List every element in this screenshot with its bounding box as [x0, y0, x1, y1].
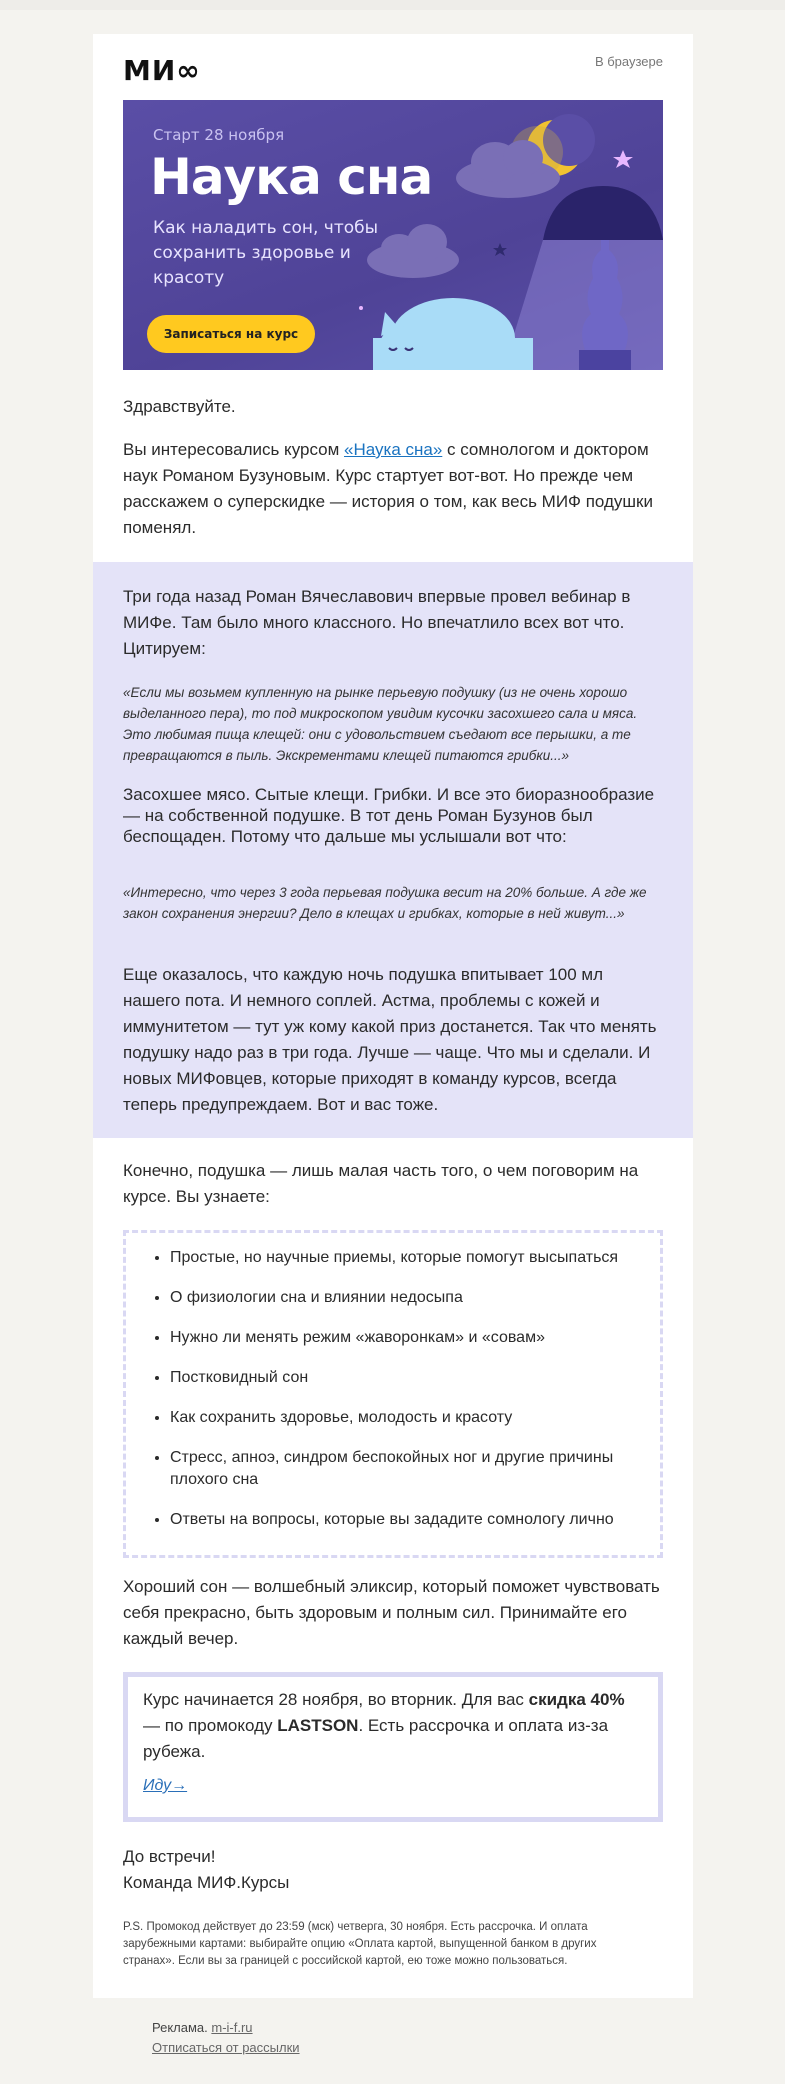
promo-text-2: — по промокоду [143, 1716, 278, 1735]
elixir-paragraph: Хороший сон — волшебный эликсир, который поможет чувствовать себя прекрасно, быть здоровым и полным сил. Принимайте его каждый вечер. [123, 1577, 660, 1648]
list-item: • О физиологии сна и влиянии недосыпа [170, 1287, 640, 1309]
promo-box [123, 1672, 663, 1822]
list-item: • Стресс, апноэ, синдром беспокойных ног и другие причины плохого сна [170, 1447, 640, 1491]
lamp-shade-icon [543, 186, 663, 240]
farewell-signature: Команда МИФ.Курсы [123, 1873, 290, 1892]
star-icon [613, 150, 633, 168]
ad-line [152, 2018, 300, 2038]
story-quote-1: «Если мы возьмем купленную на рынке перьевую подушку (из не очень хорошо выделанного пера), то под микроскопом увидим кусочки засохшего сала и мяса. Это любимая пища клещей: они с удовольствием съедают все перышки, а те превращаются в пыль. Экскрементами клещей питаются грибки...» [123, 685, 638, 763]
story-quote-2: «Интересно, что через 3 года перьевая подушка весит на 20% больше. А где же закон сохранения энергии? Дело в клещах и грибках, которые в ней живут...» [123, 885, 647, 921]
intro-text-start: Вы интересовались курсом [123, 440, 345, 459]
story-paragraph-2: Засохшее мясо. Сытые клещи. Грибки. И все это биоразнообразие — на собственной подушке. В тот день Роман Бузунов был беспощаден. Потому что дальше мы услышали вот что: [123, 785, 655, 846]
unsubscribe-link[interactable]: Отписаться от рассылки [152, 2040, 300, 2055]
email-footer [152, 2018, 300, 2058]
banner-subtitle: Как наладить сон, чтобы сохранить здоровье и красоту [153, 218, 379, 288]
course-link[interactable]: «Наука сна» [344, 440, 443, 459]
course-banner[interactable] [123, 100, 663, 370]
promo-text-1: Курс начинается 28 ноября, во вторник. Для вас [143, 1690, 529, 1709]
intro-paragraph [123, 437, 663, 541]
list-item: • Постковидный сон [170, 1367, 640, 1389]
ad-site-link[interactable]: m-i-f.ru [211, 2020, 253, 2035]
promo-code: LASTSON [277, 1716, 359, 1735]
topics-list [126, 1233, 660, 1531]
farewell-line-1: До встречи! [123, 1847, 216, 1866]
discount-label: скидка 40% [528, 1690, 625, 1709]
ad-label: Реклама. [152, 2020, 212, 2035]
story-paragraph-3: Еще оказалось, что каждую ночь подушка впитывает 100 мл нашего пота. И немного соплей. Астма, проблемы с кожей и иммунитетом — тут уж кому какой приз достанется. Так что менять подушку надо раз в три года. Лучше — чаще. Что мы и сделали. И новых МИФовцев, которые приходят в команду курсов, всегда теперь предупреждаем. Вот и вас тоже. [123, 965, 657, 1114]
go-link[interactable]: Иду→ [143, 1777, 188, 1794]
signup-course-button[interactable]: Записаться на курс [147, 315, 315, 353]
story-section [93, 562, 693, 1138]
promo-text [143, 1687, 643, 1765]
intro-text-end: с сомнологом и доктором наук Романом Бузуновым. Курс стартует вот-вот. Но прежде чем расскажем о суперскидке — история о том, как весь МИФ подушки поменял. [123, 440, 653, 537]
story-paragraph-1: Три года назад Роман Вячеславович впервые провел вебинар в МИФе. Там было много классного. Но впечатлило всех вот что. Цитируем: [123, 587, 631, 658]
banner-title: Наука сна [150, 148, 433, 206]
open-in-browser-link[interactable]: В браузере [594, 54, 663, 69]
topics-list-box [123, 1230, 663, 1558]
postscript: P.S. Промокод действует до 23:59 (мск) четверга, 30 ноября. Есть рассрочка. И оплата зарубежными картами: выбирайте опцию «Оплата картой, выпущенной банком в других странах». Если вы за границей с российской картой, ею тоже можно пользоваться. [123, 1921, 597, 1967]
greeting: Здравствуйте. [123, 397, 236, 416]
promo-text-3: . Есть рассрочка и оплата из-за рубежа. [143, 1716, 609, 1761]
top-strip [0, 0, 785, 10]
farewell [123, 1844, 663, 1896]
list-item: • Нужно ли менять режим «жаворонкам» и «совам» [170, 1327, 640, 1349]
mif-logo[interactable]: МИ∞ [123, 54, 201, 87]
topics-intro: Конечно, подушка — лишь малая часть того, о чем поговорим на курсе. Вы узнаете: [123, 1161, 639, 1206]
sleeping-cat-icon [373, 298, 533, 370]
list-item: • Ответы на вопросы, которые вы зададите сомнологу лично [170, 1509, 640, 1531]
list-item: • Простые, но научные приемы, которые помогут высыпаться [170, 1247, 640, 1269]
email-card [93, 34, 693, 1998]
banner-start-date: Старт 28 ноября [153, 126, 285, 144]
list-item: • Как сохранить здоровье, молодость и красоту [170, 1407, 640, 1429]
email-header [93, 34, 693, 100]
